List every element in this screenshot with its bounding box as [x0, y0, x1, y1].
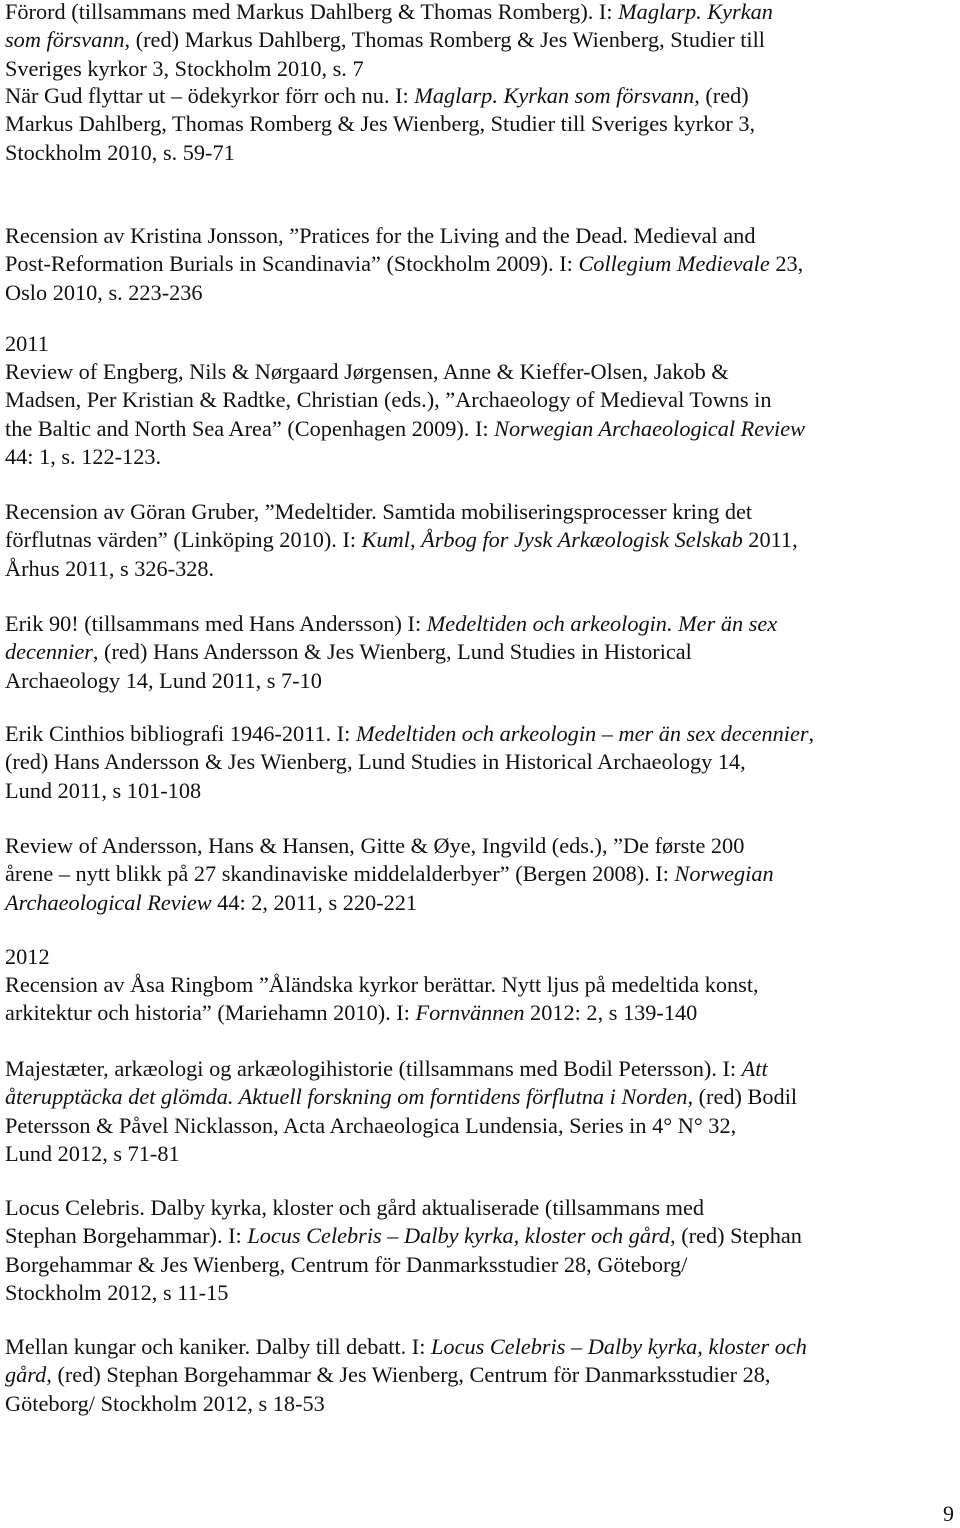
italic-title: som försvann — [5, 27, 125, 53]
entry-line — [5, 1361, 955, 1389]
bibliography-entry — [5, 1333, 955, 1418]
year-heading: 2012 — [5, 944, 50, 969]
entry-line — [5, 279, 955, 307]
entry-line — [5, 555, 955, 583]
italic-title: Fornvännen — [415, 1000, 525, 1026]
entry-text: Sveriges kyrkor 3, Stockholm 2010, s. 7 — [5, 55, 364, 81]
italic-title: Maglarp. Kyrkan — [618, 0, 773, 24]
entry-text: 23, — [769, 251, 804, 277]
entry-line — [5, 26, 955, 54]
entry-line — [5, 1390, 955, 1418]
entry-text: Århus 2011, s 326-328. — [5, 555, 215, 581]
entry-line — [5, 860, 955, 888]
entry-line — [5, 222, 955, 250]
entry-line — [5, 777, 955, 805]
bibliography-entry — [5, 610, 955, 695]
entry-line — [5, 110, 955, 138]
entry-line — [5, 971, 955, 999]
entry-line — [5, 386, 955, 414]
entry-line — [5, 1083, 955, 1111]
entry-text: Recension av Göran Gruber, ”Medeltider. Samtida mobiliseringsprocesser kring det — [5, 499, 753, 524]
entry-line — [5, 1112, 955, 1140]
italic-title: Att — [741, 1056, 768, 1081]
bibliography-entry — [5, 720, 955, 805]
entry-line — [5, 82, 955, 110]
bibliography-entry — [5, 222, 955, 307]
entry-text: Majestæter, arkæologi og arkæologihistorie (tillsammans med Bodil Petersson). I: — [5, 1056, 742, 1081]
entry-text: Madsen, Per Kristian & Radtke, Christian (eds.), ”Archaeology of Medieval Towns in — [5, 387, 772, 413]
entry-text: årene – nytt blikk på 27 skandinaviske middelalderbyer” (Bergen 2008). I: — [5, 861, 675, 887]
entry-line — [5, 250, 955, 278]
year-heading: 2011 — [5, 331, 49, 356]
entry-text: Stockholm 2010, s. 59-71 — [5, 139, 235, 165]
entry-line — [5, 1333, 955, 1361]
entry-text: arkitektur och historia” (Mariehamn 2010). I: — [5, 1000, 416, 1026]
bibliography-entry — [5, 832, 955, 917]
entry-text: Review of Andersson, Hans & Hansen, Gitte & Øye, Ingvild (eds.), ”De første 200 — [5, 833, 745, 858]
italic-title: Locus Celebris – Dalby kyrka, kloster och gård — [247, 1223, 671, 1249]
entry-line — [5, 999, 955, 1027]
entry-line — [5, 832, 955, 860]
entry-line — [5, 1140, 955, 1168]
entry-line — [5, 610, 955, 638]
entry-text: Erik 90! (tillsammans med Hans Andersson) I: — [5, 611, 427, 636]
entry-line — [5, 1222, 955, 1250]
entry-text: Lund 2012, s 71-81 — [5, 1141, 180, 1167]
italic-title: Kuml, Årbog for Jysk Arkæologisk Selskab — [361, 527, 743, 553]
entry-line — [5, 358, 955, 386]
entry-text: Petersson & Påvel Nicklasson, Acta Archaeologica Lundensia, Series in 4° N° 32, — [5, 1112, 737, 1138]
bibliography-entry — [5, 971, 955, 1028]
entry-text: Oslo 2010, s. 223-236 — [5, 279, 203, 305]
italic-title: Maglarp. Kyrkan som försvann — [414, 83, 695, 108]
entry-line — [5, 55, 955, 83]
bibliography-entry — [5, 358, 955, 472]
entry-line — [5, 1279, 955, 1307]
entry-line — [5, 748, 955, 776]
entry-text: 44: 2, 2011, s 220-221 — [211, 889, 418, 915]
entry-text: Locus Celebris. Dalby kyrka, kloster och gård aktualiserade (tillsammans med — [5, 1195, 705, 1220]
italic-title: Collegium Medievale — [578, 251, 770, 277]
entry-text: 44: 1, s. 122-123. — [5, 444, 162, 470]
entry-text: Stephan Borgehammar). I: — [5, 1223, 248, 1249]
entry-text: När Gud flyttar ut – ödekyrkor förr och nu. I: — [5, 83, 415, 108]
italic-title: decennier — [5, 639, 93, 665]
entry-text: Förord (tillsammans med Markus Dahlberg & Thomas Romberg). I: — [5, 0, 619, 24]
entry-text: Recension av Åsa Ringbom ”Åländska kyrkor berättar. Nytt ljus på medeltida konst, — [5, 972, 759, 997]
entry-line — [5, 1194, 955, 1222]
italic-title: Archaeological Review — [5, 889, 212, 915]
italic-title: Norwegian Archaeological Review — [494, 415, 806, 441]
bibliography-entry — [5, 82, 955, 167]
entry-text: förflutnas värden” (Linköping 2010). I: — [5, 527, 362, 553]
italic-title: Locus Celebris – Dalby kyrka, kloster och — [431, 1334, 807, 1359]
italic-title: gård — [5, 1362, 47, 1388]
entry-text: , — [808, 721, 815, 746]
entry-line — [5, 1251, 955, 1279]
entry-text: Markus Dahlberg, Thomas Romberg & Jes Wienberg, Studier till Sveriges kyrkor 3, — [5, 111, 756, 137]
entry-line — [5, 0, 955, 26]
entry-text: Lund 2011, s 101-108 — [5, 777, 202, 803]
entry-text: Stockholm 2012, s 11-15 — [5, 1280, 229, 1306]
entry-text: Göteborg/ Stockholm 2012, s 18-53 — [5, 1390, 325, 1416]
entry-line — [5, 526, 955, 554]
entry-text: , (red) Stephan Borgehammar & Jes Wienberg, Centrum för Danmarksstudier 28, — [46, 1362, 771, 1388]
bibliography-entry — [5, 498, 955, 583]
entry-text: 2012: 2, s 139-140 — [524, 1000, 698, 1026]
italic-title: Norwegian — [674, 861, 774, 887]
entry-text: , (red) Markus Dahlberg, Thomas Romberg & Jes Wienberg, Studier till — [124, 27, 766, 53]
entry-text: (red) Hans Andersson & Jes Wienberg, Lund Studies in Historical Archaeology 14, — [5, 749, 746, 775]
bibliography-entry — [5, 0, 955, 83]
entry-line — [5, 415, 955, 443]
entry-line — [5, 139, 955, 167]
italic-title: Medeltiden och arkeologin – mer än sex decennier — [355, 721, 809, 746]
bibliography-entry — [5, 1194, 955, 1308]
page-number: 9 — [943, 1501, 954, 1526]
entry-text: (red) Bodil — [693, 1084, 798, 1110]
entry-line — [5, 667, 955, 695]
entry-text: 2011, — [742, 527, 798, 553]
entry-text: , (red) Stephan — [670, 1223, 802, 1249]
entry-text: Review of Engberg, Nils & Nørgaard Jørgensen, Anne & Kieffer-Olsen, Jakob & — [5, 359, 729, 384]
entry-text: the Baltic and North Sea Area” (Copenhagen 2009). I: — [5, 415, 495, 441]
entry-line — [5, 638, 955, 666]
italic-title: Medeltiden och arkeologin. Mer än sex — [426, 611, 778, 636]
bibliography-entry — [5, 1055, 955, 1169]
entry-line — [5, 889, 955, 917]
entry-text: Borgehammar & Jes Wienberg, Centrum för Danmarksstudier 28, Göteborg/ — [5, 1251, 688, 1277]
entry-text: Recension av Kristina Jonsson, ”Pratices for the Living and the Dead. Medieval and — [5, 223, 756, 248]
entry-line — [5, 498, 955, 526]
entry-text: Mellan kungar och kaniker. Dalby till debatt. I: — [5, 1334, 432, 1359]
entry-text: , (red) — [694, 83, 749, 108]
entry-text: , (red) Hans Andersson & Jes Wienberg, Lund Studies in Historical — [92, 639, 692, 665]
entry-text: Erik Cinthios bibliografi 1946-2011. I: — [5, 721, 356, 746]
italic-title: återupptäcka det glömda. Aktuell forskning om forntidens förflutna i Norden, — [5, 1084, 694, 1110]
entry-line — [5, 1055, 955, 1083]
entry-line — [5, 443, 955, 471]
entry-line — [5, 720, 955, 748]
entry-text: Post-Reformation Burials in Scandinavia” (Stockholm 2009). I: — [5, 251, 579, 277]
entry-text: Archaeology 14, Lund 2011, s 7-10 — [5, 667, 322, 693]
